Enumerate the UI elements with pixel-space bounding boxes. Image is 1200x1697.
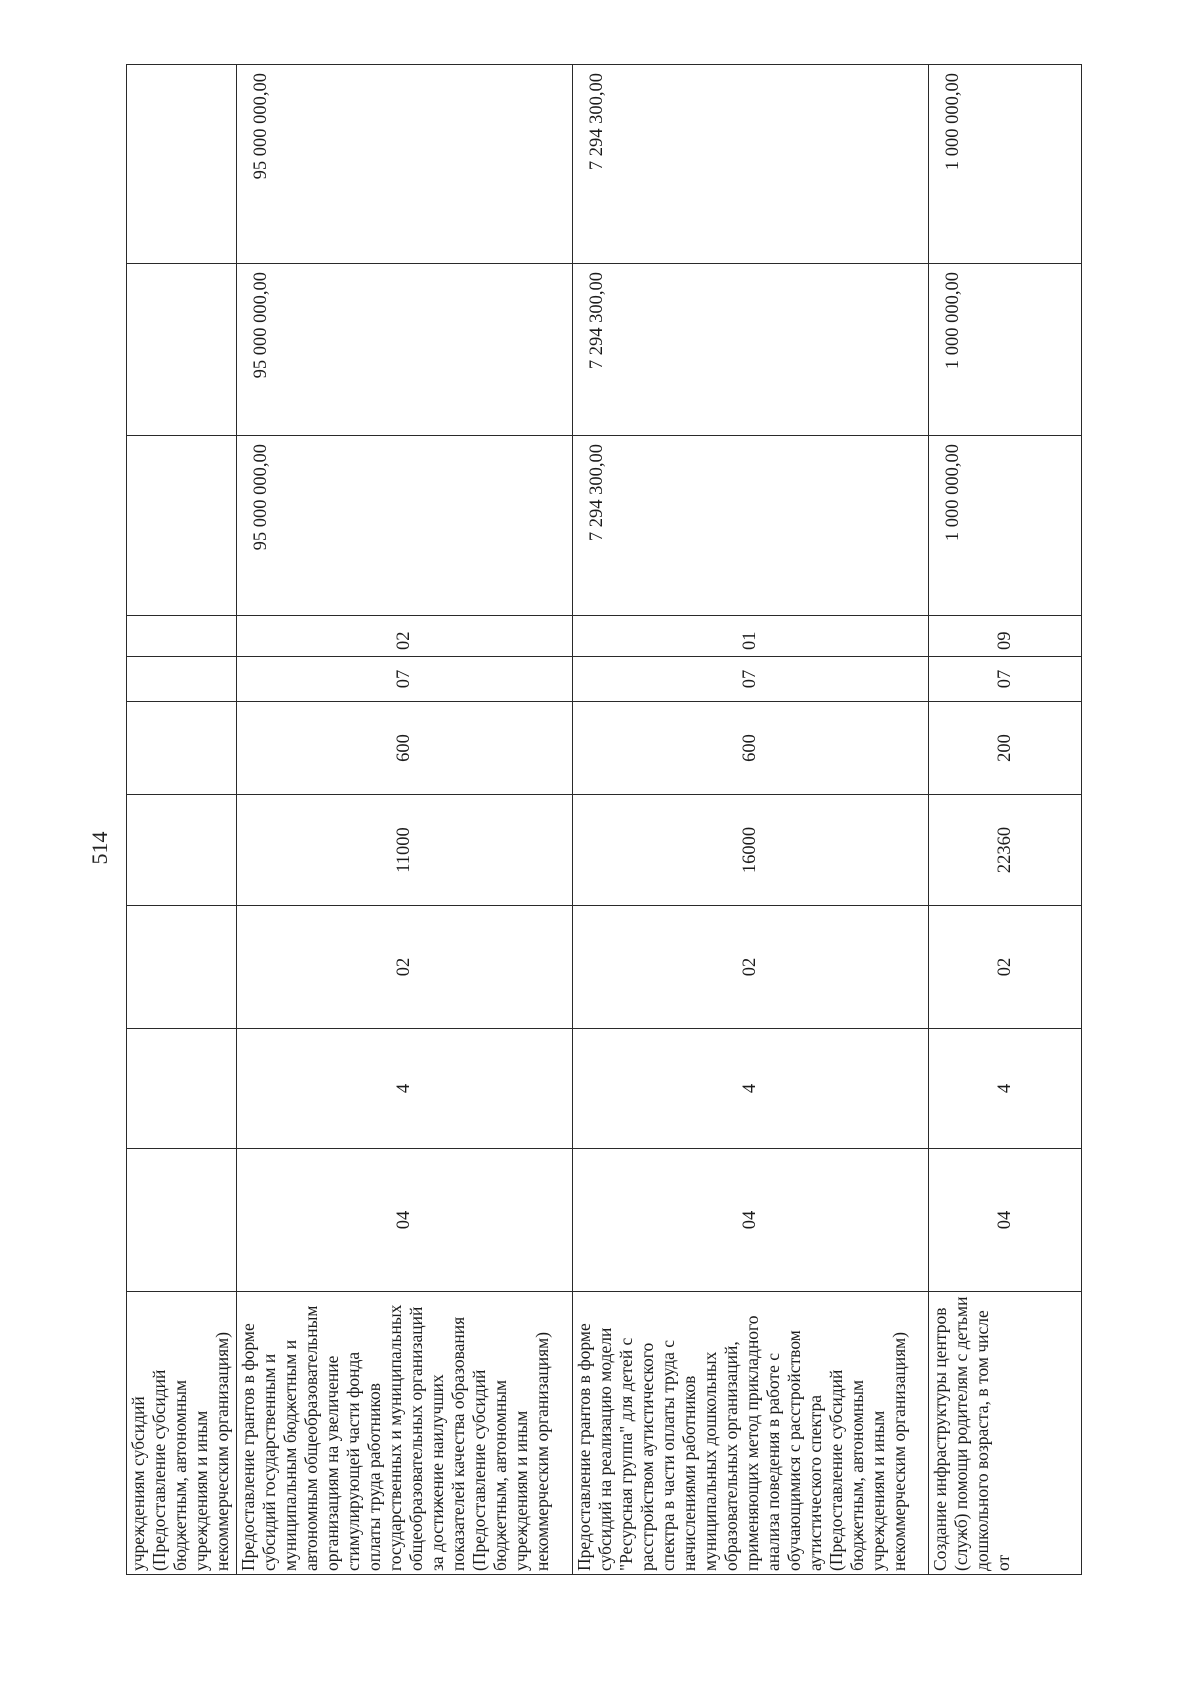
cell-section: 07: [573, 657, 929, 702]
table-row: [127, 65, 237, 1575]
cell-code: [127, 906, 237, 1029]
cell-code: 02: [237, 906, 573, 1029]
cell-amount: 95 000 000,00: [237, 436, 573, 616]
cell-amount: 7 294 300,00: [573, 264, 929, 436]
cell-code: [127, 795, 237, 906]
table-row: [237, 65, 573, 1575]
row-name: Предоставление грантов в форме субсидий на реализацию модели "Ресурсная группа" для детей с расстройством аутистического спектра в части оплаты труда с начислениями работников муниципальных дошкольных образовательных организаций, применяющих метод прикладного анализа поведения в работе с обучающимися с расстройством аутистического спектра (Предоставление субсидий бюджетным, автономным учреждениям и иным некоммерческим организациям): [573, 1292, 929, 1575]
cell-code: 4: [237, 1029, 573, 1149]
cell-code: 11000: [237, 795, 573, 906]
cell-code: [127, 702, 237, 795]
cell-code: 200: [929, 702, 1082, 795]
row-name: Создание инфраструктуры центров (служб) помощи родителям с детьми дошкольного возраста, в том числе от: [929, 1292, 1082, 1575]
cell-amount: 1 000 000,00: [929, 65, 1082, 264]
cell-subsection: [127, 616, 237, 657]
cell-code: 16000: [573, 795, 929, 906]
cell-amount: 1 000 000,00: [929, 264, 1082, 436]
cell-section: [127, 657, 237, 702]
cell-code: 600: [237, 702, 573, 795]
cell-code: 02: [573, 906, 929, 1029]
cell-amount: 95 000 000,00: [237, 264, 573, 436]
table-row: [573, 65, 929, 1575]
cell-code: 600: [573, 702, 929, 795]
cell-section: 07: [929, 657, 1082, 702]
cell-subsection: 01: [573, 616, 929, 657]
cell-subsection: 02: [237, 616, 573, 657]
cell-code: [127, 1149, 237, 1292]
cell-amount: 95 000 000,00: [237, 65, 573, 264]
cell-amount: [127, 264, 237, 436]
cell-amount: [127, 65, 237, 264]
cell-code: 04: [573, 1149, 929, 1292]
cell-amount: 7 294 300,00: [573, 65, 929, 264]
cell-subsection: 09: [929, 616, 1082, 657]
table-row: [929, 65, 1082, 1575]
row-name: Предоставление грантов в форме субсидий государственным и муниципальным бюджетным и автономным общеобразовательным организациям на увеличение стимулирующей части фонда оплаты труда работников государственных и муниципальных общеобразовательных организаций за достижение наилучших показателей качества образования (Предоставление субсидий бюджетным, автономным учреждениям и иным некоммерческим организациям): [237, 1292, 573, 1575]
cell-amount: 7 294 300,00: [573, 436, 929, 616]
page-number: 514: [87, 831, 112, 865]
cell-code: 4: [929, 1029, 1082, 1149]
cell-code: 04: [929, 1149, 1082, 1292]
cell-section: 07: [237, 657, 573, 702]
cell-code: [127, 1029, 237, 1149]
cell-amount: 1 000 000,00: [929, 436, 1082, 616]
cell-code: 4: [573, 1029, 929, 1149]
cell-code: 22360: [929, 795, 1082, 906]
cell-amount: [127, 436, 237, 616]
budget-table: [126, 64, 1082, 1575]
row-name: учреждениям субсидий (Предоставление субсидий бюджетным, автономным учреждениям и иным некоммерческим организациям): [127, 1292, 237, 1575]
cell-code: 04: [237, 1149, 573, 1292]
cell-code: 02: [929, 906, 1082, 1029]
